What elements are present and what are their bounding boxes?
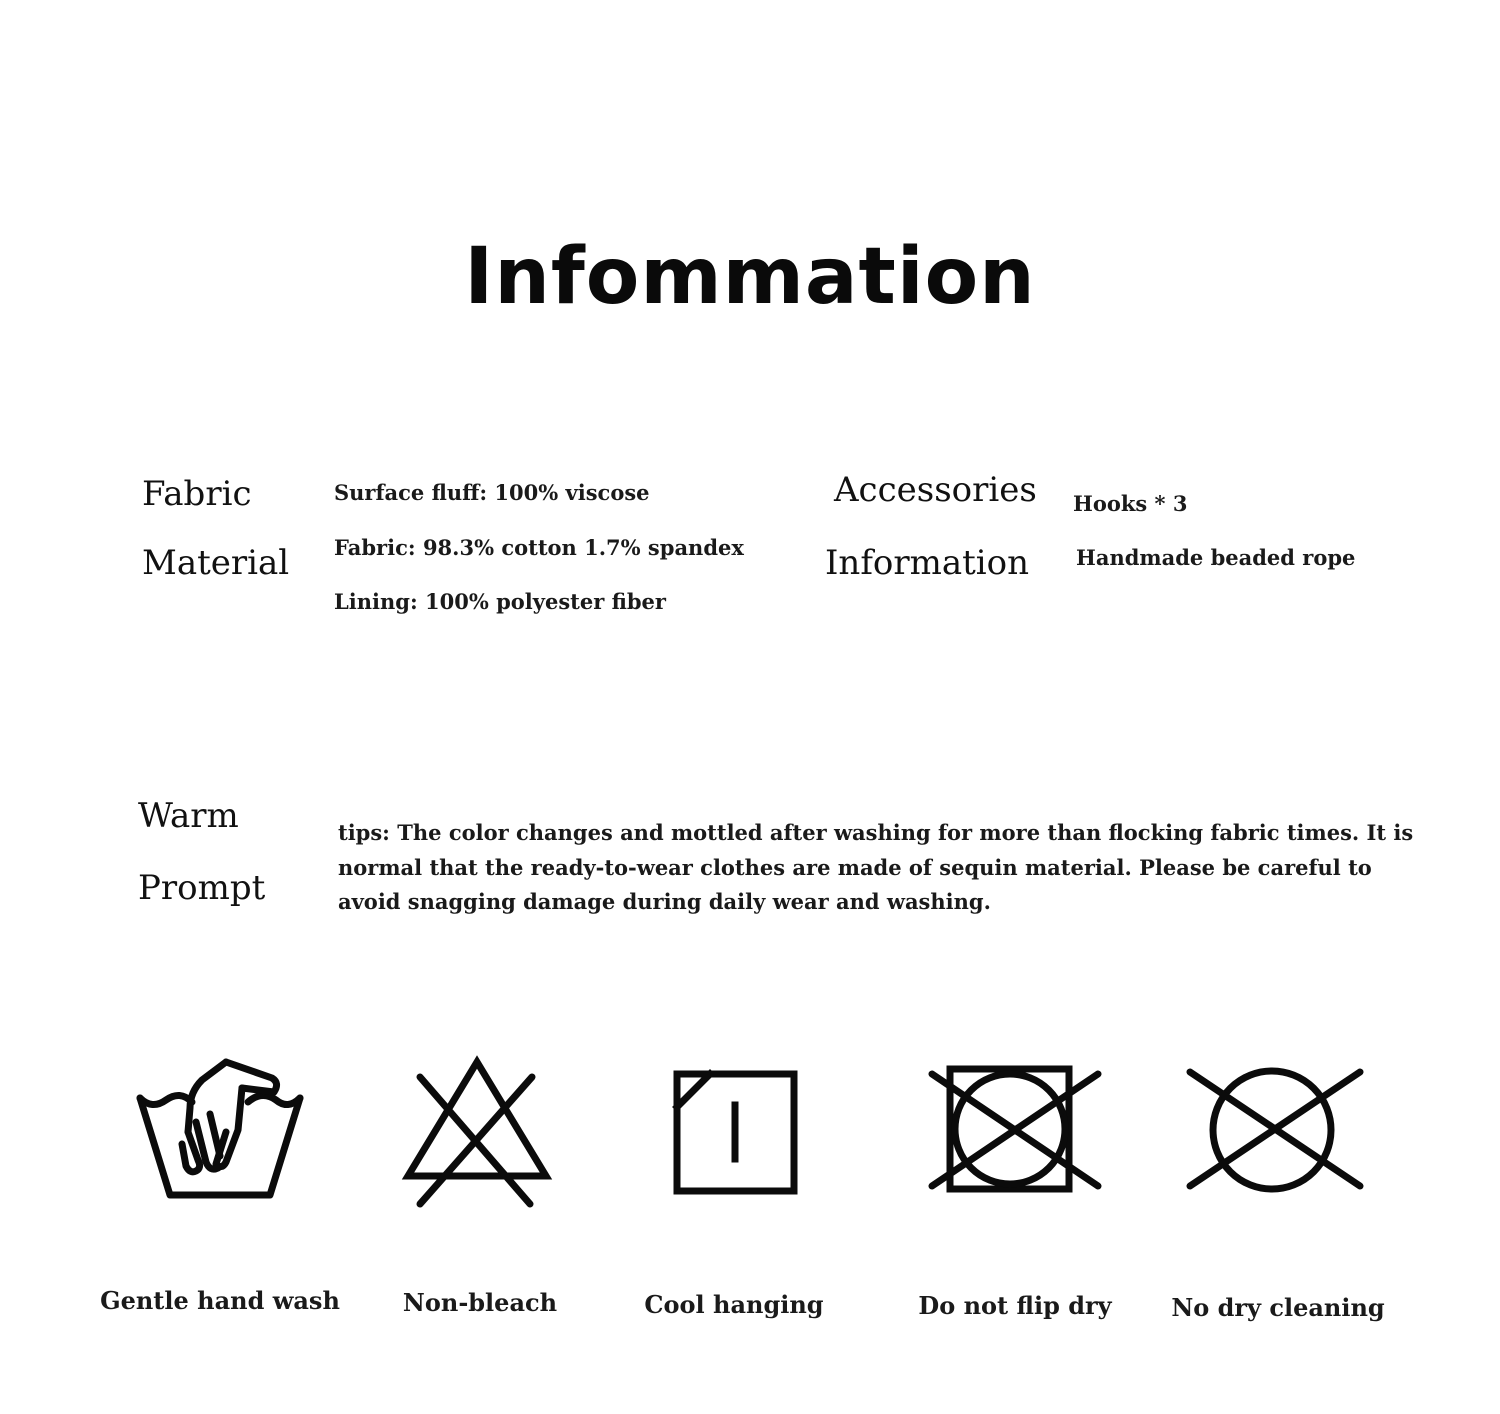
no-dry-clean-icon bbox=[1180, 1062, 1370, 1197]
prompt-label: Prompt bbox=[138, 868, 266, 908]
care-label-cool-hanging: Cool hanging bbox=[644, 1290, 824, 1319]
line-dry-shade-icon bbox=[668, 1065, 803, 1200]
fabric-item: Lining: 100% polyester fiber bbox=[334, 589, 666, 614]
no-bleach-icon bbox=[400, 1052, 555, 1212]
no-tumble-dry-icon bbox=[922, 1062, 1107, 1202]
fabric-item: Fabric: 98.3% cotton 1.7% spandex bbox=[334, 535, 744, 560]
warm-prompt-text: tips: The color changes and mottled after washing for more than flocking fabric times. It is normal that the ready-to-wear clothes are made of sequin material. Please be careful to avoid snagging damage during daily wear and washing. bbox=[338, 820, 1414, 914]
fabric-item: Surface fluff: 100% viscose bbox=[334, 480, 650, 505]
accessory-item: Handmade beaded rope bbox=[1076, 545, 1356, 570]
care-label-non-bleach: Non-bleach bbox=[402, 1288, 558, 1317]
accessory-item: Hooks * 3 bbox=[1073, 491, 1188, 516]
accessories-label: Accessories bbox=[834, 470, 1037, 510]
fabric-label: Fabric bbox=[142, 474, 252, 514]
material-label: Material bbox=[142, 543, 290, 583]
care-label-no-dry-cleaning: No dry cleaning bbox=[1171, 1293, 1385, 1322]
page-title: Infommation bbox=[464, 232, 1036, 322]
information-label: Information bbox=[825, 543, 1030, 583]
care-label-hand-wash: Gentle hand wash bbox=[100, 1286, 340, 1315]
warm-label: Warm bbox=[138, 796, 239, 836]
care-label-no-flip-dry: Do not flip dry bbox=[918, 1291, 1112, 1320]
hand-wash-icon bbox=[130, 1050, 310, 1210]
